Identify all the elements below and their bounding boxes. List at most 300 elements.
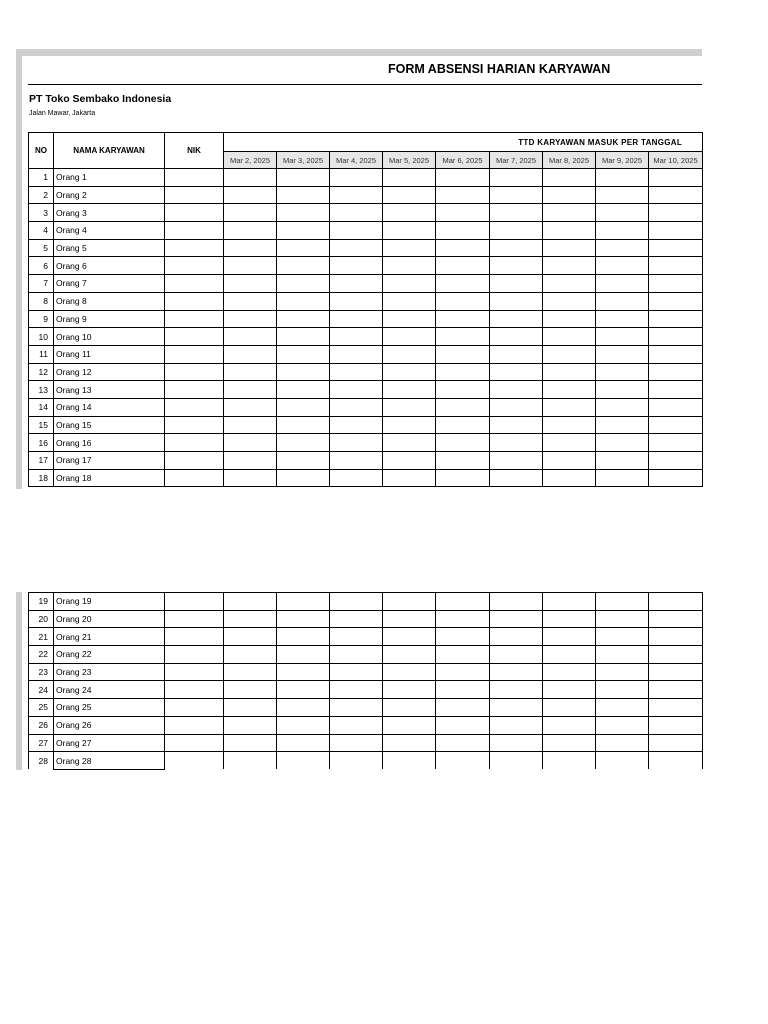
- signature-cell[interactable]: [436, 734, 490, 752]
- nik-cell[interactable]: [165, 204, 224, 222]
- signature-cell[interactable]: [224, 752, 277, 770]
- signature-cell[interactable]: [436, 593, 490, 611]
- signature-cell[interactable]: [383, 646, 436, 664]
- table-row: [29, 222, 703, 240]
- signature-cell[interactable]: [330, 452, 383, 470]
- signature-cell[interactable]: [436, 186, 490, 204]
- signature-cell[interactable]: [596, 610, 649, 628]
- signature-cell[interactable]: [596, 716, 649, 734]
- nik-cell[interactable]: [165, 186, 224, 204]
- signature-cell[interactable]: [436, 345, 490, 363]
- company-address: Jalan Mawar, Jakarta: [29, 110, 96, 117]
- signature-cell[interactable]: [224, 699, 277, 717]
- signature-cell[interactable]: [436, 169, 490, 187]
- signature-cell[interactable]: [649, 610, 703, 628]
- signature-cell[interactable]: [543, 292, 596, 310]
- signature-cell[interactable]: [543, 716, 596, 734]
- signature-cell[interactable]: [436, 716, 490, 734]
- signature-cell[interactable]: [596, 416, 649, 434]
- nik-cell[interactable]: [165, 734, 224, 752]
- nik-cell[interactable]: [165, 345, 224, 363]
- nik-cell[interactable]: [165, 381, 224, 399]
- signature-cell[interactable]: [436, 681, 490, 699]
- signature-cell[interactable]: [596, 752, 649, 770]
- signature-cell[interactable]: [277, 292, 330, 310]
- signature-cell[interactable]: [330, 646, 383, 664]
- signature-cell[interactable]: [224, 363, 277, 381]
- signature-cell[interactable]: [330, 416, 383, 434]
- signature-cell[interactable]: [490, 275, 543, 293]
- signature-cell[interactable]: [224, 646, 277, 664]
- signature-cell[interactable]: [330, 610, 383, 628]
- signature-cell[interactable]: [436, 610, 490, 628]
- signature-cell[interactable]: [490, 398, 543, 416]
- employee-name: Orang 24: [54, 681, 165, 699]
- signature-cell[interactable]: [543, 310, 596, 328]
- signature-cell[interactable]: [224, 434, 277, 452]
- signature-cell[interactable]: [596, 398, 649, 416]
- signature-cell[interactable]: [224, 169, 277, 187]
- table-row: [29, 663, 703, 681]
- signature-cell[interactable]: [490, 416, 543, 434]
- signature-cell[interactable]: [649, 381, 703, 399]
- signature-cell[interactable]: [596, 328, 649, 346]
- signature-cell[interactable]: [596, 204, 649, 222]
- signature-cell[interactable]: [383, 345, 436, 363]
- signature-cell[interactable]: [224, 681, 277, 699]
- signature-cell[interactable]: [649, 434, 703, 452]
- signature-cell[interactable]: [649, 328, 703, 346]
- signature-cell[interactable]: [649, 663, 703, 681]
- signature-cell[interactable]: [436, 416, 490, 434]
- signature-cell[interactable]: [436, 646, 490, 664]
- signature-cell[interactable]: [649, 204, 703, 222]
- signature-cell[interactable]: [490, 681, 543, 699]
- signature-cell[interactable]: [436, 292, 490, 310]
- signature-cell[interactable]: [543, 363, 596, 381]
- signature-cell[interactable]: [543, 663, 596, 681]
- signature-cell[interactable]: [490, 186, 543, 204]
- signature-cell[interactable]: [490, 381, 543, 399]
- signature-cell[interactable]: [436, 222, 490, 240]
- signature-cell[interactable]: [436, 381, 490, 399]
- signature-cell[interactable]: [490, 239, 543, 257]
- signature-cell[interactable]: [330, 593, 383, 611]
- nik-cell[interactable]: [165, 681, 224, 699]
- signature-cell[interactable]: [490, 345, 543, 363]
- signature-cell[interactable]: [436, 452, 490, 470]
- signature-cell[interactable]: [330, 169, 383, 187]
- signature-cell[interactable]: [649, 292, 703, 310]
- signature-cell[interactable]: [596, 663, 649, 681]
- signature-cell[interactable]: [224, 204, 277, 222]
- table-row: [29, 610, 703, 628]
- signature-cell[interactable]: [436, 204, 490, 222]
- signature-cell[interactable]: [383, 469, 436, 487]
- signature-cell[interactable]: [383, 610, 436, 628]
- signature-cell[interactable]: [596, 169, 649, 187]
- signature-cell[interactable]: [596, 345, 649, 363]
- signature-cell[interactable]: [277, 204, 330, 222]
- signature-cell[interactable]: [596, 469, 649, 487]
- signature-cell[interactable]: [649, 398, 703, 416]
- signature-cell[interactable]: [543, 186, 596, 204]
- signature-cell[interactable]: [277, 398, 330, 416]
- signature-cell[interactable]: [330, 381, 383, 399]
- signature-cell[interactable]: [330, 239, 383, 257]
- signature-cell[interactable]: [543, 610, 596, 628]
- signature-cell[interactable]: [383, 734, 436, 752]
- signature-cell[interactable]: [330, 398, 383, 416]
- signature-cell[interactable]: [543, 275, 596, 293]
- employee-name: Orang 5: [54, 239, 165, 257]
- signature-cell[interactable]: [277, 169, 330, 187]
- signature-cell[interactable]: [649, 469, 703, 487]
- signature-cell[interactable]: [543, 752, 596, 770]
- nik-cell[interactable]: [165, 628, 224, 646]
- employee-name: Orang 8: [54, 292, 165, 310]
- signature-cell[interactable]: [596, 257, 649, 275]
- signature-cell[interactable]: [383, 222, 436, 240]
- employee-name: Orang 12: [54, 363, 165, 381]
- signature-cell[interactable]: [543, 398, 596, 416]
- signature-cell[interactable]: [330, 716, 383, 734]
- signature-cell[interactable]: [330, 204, 383, 222]
- signature-cell[interactable]: [490, 222, 543, 240]
- signature-cell[interactable]: [436, 699, 490, 717]
- signature-cell[interactable]: [436, 663, 490, 681]
- signature-cell[interactable]: [224, 239, 277, 257]
- signature-cell[interactable]: [277, 222, 330, 240]
- signature-cell[interactable]: [330, 363, 383, 381]
- signature-cell[interactable]: [490, 434, 543, 452]
- signature-cell[interactable]: [383, 328, 436, 346]
- signature-cell[interactable]: [649, 752, 703, 770]
- signature-cell[interactable]: [224, 275, 277, 293]
- signature-cell[interactable]: [277, 752, 330, 770]
- nik-cell[interactable]: [165, 716, 224, 734]
- signature-cell[interactable]: [649, 416, 703, 434]
- signature-cell[interactable]: [490, 663, 543, 681]
- signature-cell[interactable]: [490, 204, 543, 222]
- signature-cell[interactable]: [330, 681, 383, 699]
- signature-cell[interactable]: [543, 452, 596, 470]
- signature-cell[interactable]: [490, 610, 543, 628]
- signature-cell[interactable]: [649, 646, 703, 664]
- signature-cell[interactable]: [277, 593, 330, 611]
- signature-cell[interactable]: [543, 416, 596, 434]
- signature-cell[interactable]: [383, 169, 436, 187]
- signature-cell[interactable]: [224, 663, 277, 681]
- nik-cell[interactable]: [165, 416, 224, 434]
- signature-cell[interactable]: [330, 328, 383, 346]
- signature-cell[interactable]: [383, 681, 436, 699]
- signature-cell[interactable]: [383, 204, 436, 222]
- signature-cell[interactable]: [383, 257, 436, 275]
- nik-cell[interactable]: [165, 663, 224, 681]
- signature-cell[interactable]: [490, 469, 543, 487]
- employee-name: Orang 4: [54, 222, 165, 240]
- nik-cell[interactable]: [165, 292, 224, 310]
- signature-cell[interactable]: [543, 434, 596, 452]
- signature-cell[interactable]: [649, 452, 703, 470]
- signature-cell[interactable]: [543, 169, 596, 187]
- nik-cell[interactable]: [165, 169, 224, 187]
- signature-cell[interactable]: [383, 663, 436, 681]
- signature-cell[interactable]: [649, 716, 703, 734]
- signature-cell[interactable]: [490, 452, 543, 470]
- signature-cell[interactable]: [436, 257, 490, 275]
- signature-cell[interactable]: [543, 593, 596, 611]
- signature-cell[interactable]: [330, 469, 383, 487]
- signature-cell[interactable]: [649, 222, 703, 240]
- signature-cell[interactable]: [224, 222, 277, 240]
- signature-cell[interactable]: [330, 275, 383, 293]
- signature-cell[interactable]: [277, 257, 330, 275]
- signature-cell[interactable]: [383, 452, 436, 470]
- signature-cell[interactable]: [330, 186, 383, 204]
- signature-cell[interactable]: [596, 363, 649, 381]
- signature-cell[interactable]: [436, 310, 490, 328]
- signature-cell[interactable]: [224, 345, 277, 363]
- signature-cell[interactable]: [383, 434, 436, 452]
- signature-cell[interactable]: [543, 469, 596, 487]
- signature-cell[interactable]: [649, 681, 703, 699]
- signature-cell[interactable]: [596, 186, 649, 204]
- signature-cell[interactable]: [436, 752, 490, 770]
- signature-cell[interactable]: [224, 381, 277, 399]
- signature-cell[interactable]: [277, 345, 330, 363]
- signature-cell[interactable]: [330, 310, 383, 328]
- nik-cell[interactable]: [165, 275, 224, 293]
- signature-cell[interactable]: [596, 434, 649, 452]
- signature-cell[interactable]: [224, 398, 277, 416]
- signature-cell[interactable]: [277, 416, 330, 434]
- table-row: [29, 416, 703, 434]
- signature-cell[interactable]: [436, 239, 490, 257]
- signature-cell[interactable]: [649, 699, 703, 717]
- signature-cell[interactable]: [277, 663, 330, 681]
- signature-cell[interactable]: [490, 292, 543, 310]
- signature-cell[interactable]: [224, 610, 277, 628]
- signature-cell[interactable]: [383, 310, 436, 328]
- signature-cell[interactable]: [596, 628, 649, 646]
- signature-cell[interactable]: [596, 222, 649, 240]
- signature-cell[interactable]: [224, 452, 277, 470]
- signature-cell[interactable]: [649, 239, 703, 257]
- signature-cell[interactable]: [543, 222, 596, 240]
- signature-cell[interactable]: [649, 310, 703, 328]
- signature-cell[interactable]: [436, 628, 490, 646]
- signature-cell[interactable]: [277, 452, 330, 470]
- signature-cell[interactable]: [330, 699, 383, 717]
- row-number: 5: [29, 239, 54, 257]
- signature-cell[interactable]: [224, 292, 277, 310]
- signature-cell[interactable]: [649, 275, 703, 293]
- signature-cell[interactable]: [383, 593, 436, 611]
- nik-cell[interactable]: [165, 699, 224, 717]
- signature-cell[interactable]: [490, 363, 543, 381]
- signature-cell[interactable]: [543, 239, 596, 257]
- signature-cell[interactable]: [277, 381, 330, 399]
- nik-cell[interactable]: [165, 222, 224, 240]
- signature-cell[interactable]: [383, 363, 436, 381]
- signature-cell[interactable]: [649, 734, 703, 752]
- signature-cell[interactable]: [436, 363, 490, 381]
- signature-cell[interactable]: [596, 310, 649, 328]
- signature-cell[interactable]: [224, 257, 277, 275]
- table-row: [29, 204, 703, 222]
- signature-cell[interactable]: [490, 310, 543, 328]
- signature-cell[interactable]: [277, 310, 330, 328]
- signature-cell[interactable]: [596, 292, 649, 310]
- signature-cell[interactable]: [383, 752, 436, 770]
- signature-cell[interactable]: [224, 734, 277, 752]
- date-header: Mar 4, 2025: [330, 152, 383, 169]
- signature-cell[interactable]: [649, 186, 703, 204]
- signature-cell[interactable]: [277, 239, 330, 257]
- signature-cell[interactable]: [436, 434, 490, 452]
- signature-cell[interactable]: [596, 239, 649, 257]
- nik-cell[interactable]: [165, 593, 224, 611]
- signature-cell[interactable]: [224, 469, 277, 487]
- nik-cell[interactable]: [165, 310, 224, 328]
- signature-cell[interactable]: [383, 239, 436, 257]
- signature-cell[interactable]: [596, 593, 649, 611]
- signature-cell[interactable]: [277, 328, 330, 346]
- signature-cell[interactable]: [596, 275, 649, 293]
- signature-cell[interactable]: [277, 610, 330, 628]
- signature-cell[interactable]: [490, 328, 543, 346]
- signature-cell[interactable]: [490, 699, 543, 717]
- signature-cell[interactable]: [330, 222, 383, 240]
- signature-cell[interactable]: [649, 257, 703, 275]
- signature-cell[interactable]: [649, 169, 703, 187]
- signature-cell[interactable]: [330, 257, 383, 275]
- signature-cell[interactable]: [224, 186, 277, 204]
- signature-cell[interactable]: [490, 593, 543, 611]
- signature-cell[interactable]: [330, 663, 383, 681]
- signature-cell[interactable]: [277, 434, 330, 452]
- signature-cell[interactable]: [330, 434, 383, 452]
- signature-cell[interactable]: [490, 628, 543, 646]
- signature-cell[interactable]: [330, 345, 383, 363]
- signature-cell[interactable]: [543, 628, 596, 646]
- table-row: [29, 469, 703, 487]
- nik-cell[interactable]: [165, 752, 224, 770]
- signature-cell[interactable]: [383, 398, 436, 416]
- signature-cell[interactable]: [383, 716, 436, 734]
- signature-cell[interactable]: [649, 363, 703, 381]
- table-row: [29, 646, 703, 664]
- signature-cell[interactable]: [277, 628, 330, 646]
- signature-cell[interactable]: [543, 328, 596, 346]
- nik-cell[interactable]: [165, 452, 224, 470]
- signature-cell[interactable]: [543, 646, 596, 664]
- signature-cell[interactable]: [649, 345, 703, 363]
- signature-cell[interactable]: [490, 169, 543, 187]
- signature-cell[interactable]: [277, 681, 330, 699]
- signature-cell[interactable]: [277, 363, 330, 381]
- nik-cell[interactable]: [165, 363, 224, 381]
- signature-cell[interactable]: [224, 716, 277, 734]
- nik-cell[interactable]: [165, 434, 224, 452]
- signature-cell[interactable]: [596, 381, 649, 399]
- employee-name: Orang 7: [54, 275, 165, 293]
- signature-cell[interactable]: [330, 734, 383, 752]
- signature-cell[interactable]: [277, 699, 330, 717]
- signature-cell[interactable]: [383, 186, 436, 204]
- signature-cell[interactable]: [436, 469, 490, 487]
- signature-cell[interactable]: [436, 328, 490, 346]
- signature-cell[interactable]: [543, 734, 596, 752]
- signature-cell[interactable]: [596, 646, 649, 664]
- signature-cell[interactable]: [277, 275, 330, 293]
- signature-cell[interactable]: [543, 699, 596, 717]
- signature-cell[interactable]: [596, 734, 649, 752]
- nik-cell[interactable]: [165, 239, 224, 257]
- signature-cell[interactable]: [277, 469, 330, 487]
- nik-cell[interactable]: [165, 469, 224, 487]
- signature-cell[interactable]: [383, 292, 436, 310]
- signature-cell[interactable]: [277, 646, 330, 664]
- signature-cell[interactable]: [490, 752, 543, 770]
- nik-cell[interactable]: [165, 257, 224, 275]
- signature-cell[interactable]: [543, 681, 596, 699]
- signature-cell[interactable]: [543, 381, 596, 399]
- signature-cell[interactable]: [649, 593, 703, 611]
- signature-cell[interactable]: [596, 699, 649, 717]
- signature-cell[interactable]: [596, 452, 649, 470]
- signature-cell[interactable]: [224, 628, 277, 646]
- signature-cell[interactable]: [543, 257, 596, 275]
- signature-cell[interactable]: [383, 699, 436, 717]
- signature-cell[interactable]: [330, 752, 383, 770]
- signature-cell[interactable]: [383, 628, 436, 646]
- signature-cell[interactable]: [436, 275, 490, 293]
- signature-cell[interactable]: [490, 716, 543, 734]
- signature-cell[interactable]: [330, 628, 383, 646]
- signature-cell[interactable]: [490, 734, 543, 752]
- employee-name: Orang 21: [54, 628, 165, 646]
- signature-cell[interactable]: [436, 398, 490, 416]
- signature-cell[interactable]: [383, 381, 436, 399]
- signature-cell[interactable]: [490, 257, 543, 275]
- signature-cell[interactable]: [224, 416, 277, 434]
- signature-cell[interactable]: [224, 328, 277, 346]
- signature-cell[interactable]: [277, 734, 330, 752]
- table-row: [29, 434, 703, 452]
- nik-cell[interactable]: [165, 398, 224, 416]
- nik-cell[interactable]: [165, 610, 224, 628]
- signature-cell[interactable]: [383, 416, 436, 434]
- signature-cell[interactable]: [543, 345, 596, 363]
- signature-cell[interactable]: [224, 593, 277, 611]
- signature-cell[interactable]: [543, 204, 596, 222]
- nik-cell[interactable]: [165, 646, 224, 664]
- row-number: 14: [29, 398, 54, 416]
- row-number: 17: [29, 452, 54, 470]
- signature-cell[interactable]: [330, 292, 383, 310]
- signature-cell[interactable]: [383, 275, 436, 293]
- signature-cell[interactable]: [224, 310, 277, 328]
- signature-cell[interactable]: [649, 628, 703, 646]
- signature-cell[interactable]: [596, 681, 649, 699]
- signature-cell[interactable]: [277, 186, 330, 204]
- nik-cell[interactable]: [165, 328, 224, 346]
- signature-cell[interactable]: [277, 716, 330, 734]
- signature-cell[interactable]: [490, 646, 543, 664]
